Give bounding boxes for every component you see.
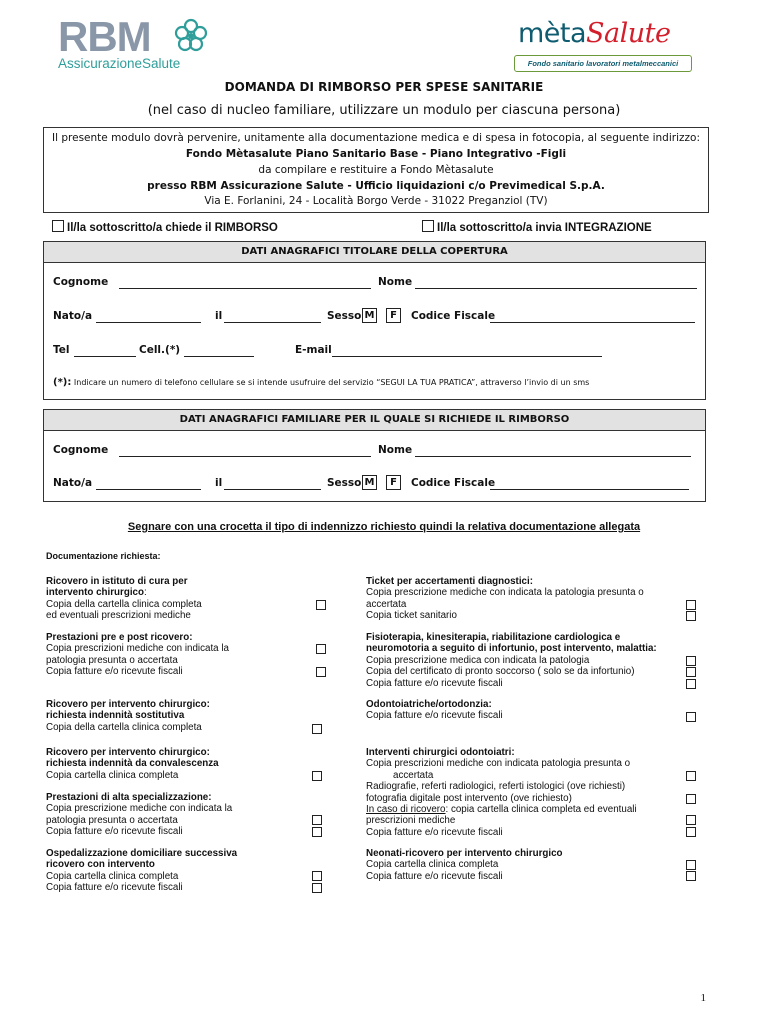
right-item-interventi-odontoiatri xyxy=(366,747,637,838)
left-item-c-heading1: Ricovero per intervento chirurgico: xyxy=(46,699,210,710)
left-item-f-heading1: Ospedalizzazione domiciliare successiva xyxy=(46,848,238,859)
family-section-header: DATI ANAGRAFICI FAMILIARE PER IL QUALE SI RICHIEDE IL RIMBORSO xyxy=(44,410,705,431)
checkbox-right-d3[interactable] xyxy=(686,815,696,825)
holder-tel-label: Tel xyxy=(53,344,70,356)
right-item-b-text2: Copia del certificato di pronto soccorso ( solo se da infortunio) xyxy=(366,666,635,678)
family-cognome-label: Cognome xyxy=(53,444,109,456)
right-item-d-text5: : copia cartella clinica completa ed eventuali xyxy=(445,804,637,816)
checkbox-right-b3[interactable] xyxy=(686,679,696,689)
left-item-d-heading2: richiesta indennità da convalescenza xyxy=(46,758,219,770)
holder-il-label: il xyxy=(215,310,223,322)
left-item-a-heading2-line xyxy=(46,587,202,598)
holder-tel-field[interactable] xyxy=(74,356,136,357)
family-il-label: il xyxy=(215,477,223,489)
metasalute-logo-subtitle: Fondo sanitario lavoratori metalmeccanici xyxy=(514,55,692,72)
left-item-f-text2: Copia fatture e/o ricevute fiscali xyxy=(46,882,183,894)
holder-nato-label: Nato/a xyxy=(53,310,93,322)
right-item-a-text3: Copia ticket sanitario xyxy=(366,610,457,622)
left-item-a-heading2-tail: : xyxy=(143,587,147,599)
checkbox-left-d1[interactable] xyxy=(312,771,322,781)
left-item-ospedalizzazione-domiciliare xyxy=(46,848,237,894)
address-line-street: Via E. Forlanini, 24 - Località Borgo Verde - 31022 Preganziol (TV) xyxy=(204,195,548,207)
right-item-fisioterapia xyxy=(366,632,657,689)
checkbox-right-d1[interactable] xyxy=(686,771,696,781)
rbm-logo-subtitle: AssicurazioneSalute xyxy=(58,56,181,71)
checkbox-left-b2[interactable] xyxy=(316,667,326,677)
checkbox-right-d4[interactable] xyxy=(686,827,696,837)
request-rimborso-label: Il/la sottoscritto/a chiede il RIMBORSO xyxy=(67,222,278,234)
address-line-fund: Fondo Mètasalute Piano Sanitario Base - Piano Integrativo -Figli xyxy=(185,148,567,160)
checkbox-right-c1[interactable] xyxy=(686,712,696,722)
left-item-e-heading1: Prestazioni di alta specializzazione: xyxy=(46,792,212,803)
page-subtitle: (nel caso di nucleo familiare, utilizzare un modulo per ciascuna persona) xyxy=(147,103,621,118)
checkbox-right-b1[interactable] xyxy=(686,656,696,666)
left-item-d-text1: Copia cartella clinica completa xyxy=(46,769,179,781)
checkbox-integrazione[interactable] xyxy=(422,220,434,232)
rbm-logo-letters: RBM xyxy=(58,13,151,60)
family-nome-label: Nome xyxy=(378,444,413,456)
flower-icon xyxy=(174,18,208,52)
right-item-d-text3: Radiografie, referti radiologici, referti istologici (ove richiesti) xyxy=(366,781,626,793)
family-sesso-label: Sesso xyxy=(327,477,362,489)
right-item-b-heading2: neuromotoria a seguito di infortunio, post intervento, malattia: xyxy=(366,643,657,655)
left-item-indennita-sostitutiva xyxy=(46,699,210,733)
holder-sesso-label: Sesso xyxy=(327,310,362,322)
left-item-alta-specializzazione xyxy=(46,792,232,838)
holder-section xyxy=(43,241,706,400)
checkbox-right-d2[interactable] xyxy=(686,794,696,804)
right-item-a-text2: accertata xyxy=(366,598,407,610)
right-item-b-text1: Copia prescrizione medica con indicata la patologia xyxy=(366,654,590,666)
holder-sex-f-box[interactable]: F xyxy=(386,308,401,323)
left-item-b-heading1: Prestazioni pre e post ricovero: xyxy=(46,632,193,643)
right-item-d-text1: Copia prescrizioni mediche con indicata patologia presunta o xyxy=(366,758,631,770)
checkbox-left-a1[interactable] xyxy=(316,600,326,610)
holder-cognome-label: Cognome xyxy=(53,276,109,288)
holder-note-text: Indicare un numero di telefono cellulare se si intende usufruire del servizio “SEGUI LA TUA PRATICA”, attraverso l’invio di un sms xyxy=(73,378,590,387)
right-item-neonati xyxy=(366,848,563,882)
holder-codice-fiscale-label: Codice Fiscale xyxy=(411,310,496,322)
checkbox-left-f2[interactable] xyxy=(312,883,322,893)
right-item-d-text5-line xyxy=(366,804,637,815)
left-item-c-heading2: richiesta indennità sostitutiva xyxy=(46,710,185,722)
holder-section-header: DATI ANAGRAFICI TITOLARE DELLA COPERTURA xyxy=(44,242,705,263)
left-item-d-heading1: Ricovero per intervento chirurgico: xyxy=(46,747,210,758)
right-item-a-text1: Copia prescrizione mediche con indicata la patologia presunta o xyxy=(366,587,644,599)
family-codice-fiscale-label: Codice Fiscale xyxy=(411,477,496,489)
metasalute-logo-suffix: Salute xyxy=(586,18,671,49)
family-nato-label: Nato/a xyxy=(53,477,93,489)
holder-cognome-field[interactable] xyxy=(119,288,371,289)
family-nato-field[interactable] xyxy=(96,489,201,490)
right-item-b-text3: Copia fatture e/o ricevute fiscali xyxy=(366,677,503,689)
right-item-c-heading1: Odontoiatriche/ortodonzia: xyxy=(366,699,492,710)
checkbox-left-b1[interactable] xyxy=(316,644,326,654)
right-item-b-heading1: Fisioterapia, kinesiterapia, riabilitazione cardiologica e xyxy=(366,632,621,643)
address-line-return: da compilare e restituire a Fondo Mètasalute xyxy=(258,164,494,176)
checkbox-right-e2[interactable] xyxy=(686,871,696,881)
rbm-logo xyxy=(58,13,213,72)
checkbox-right-a2[interactable] xyxy=(686,611,696,621)
left-item-f-text1: Copia cartella clinica completa xyxy=(46,870,179,882)
documentation-label: Documentazione richiesta: xyxy=(46,551,161,561)
address-line-intro: Il presente modulo dovrà pervenire, unitamente alla documentazione medica e di spesa in fotocopia, al seguente indirizzo: xyxy=(52,132,700,144)
right-item-e-text1: Copia cartella clinica completa xyxy=(366,859,499,871)
address-box xyxy=(43,127,709,213)
holder-cell-label: Cell.(*) xyxy=(139,344,181,356)
holder-note xyxy=(53,377,589,388)
holder-note-marker: (*): xyxy=(53,377,72,388)
left-item-c-text1: Copia della cartella clinica completa xyxy=(46,721,202,733)
right-item-ticket xyxy=(366,576,644,622)
family-sex-m-box[interactable]: M xyxy=(362,475,377,490)
right-item-d-text4: fotografia digitale post intervento (ove richiesto) xyxy=(366,792,572,804)
left-item-a-heading1: Ricovero in istituto di cura per xyxy=(46,576,188,587)
page-number: 1 xyxy=(700,992,706,1004)
checkbox-left-f1[interactable] xyxy=(312,871,322,881)
checkbox-right-e1[interactable] xyxy=(686,860,696,870)
left-item-e-text1: Copia prescrizione mediche con indicata la xyxy=(46,803,233,815)
holder-codice-fiscale-field[interactable] xyxy=(490,322,695,323)
right-item-c-text1: Copia fatture e/o ricevute fiscali xyxy=(366,710,503,722)
instructions-heading: Segnare con una crocetta il tipo di indennizzo richiesto quindi la relativa documentazione allegata xyxy=(127,521,641,533)
request-integrazione-option[interactable] xyxy=(422,220,652,234)
metasalute-logo-prefix: mèta xyxy=(518,18,587,49)
left-item-indennita-convalescenza xyxy=(46,747,219,781)
family-date-field[interactable] xyxy=(224,489,321,490)
request-integrazione-label: Il/la sottoscritto/a invia INTEGRAZIONE xyxy=(437,222,652,234)
checkbox-left-e2[interactable] xyxy=(312,827,322,837)
metasalute-logo xyxy=(514,18,692,74)
left-item-f-heading2: ricovero con intervento xyxy=(46,859,155,871)
left-item-b-text2: patologia presunta o accertata xyxy=(46,654,178,666)
right-item-e-text2: Copia fatture e/o ricevute fiscali xyxy=(366,870,503,882)
family-codice-fiscale-field[interactable] xyxy=(490,489,689,490)
left-item-pre-post-ricovero xyxy=(46,632,229,678)
left-item-a-heading2: intervento chirurgico xyxy=(46,587,144,599)
right-item-d-text2: accertata xyxy=(393,769,434,781)
metasalute-logo-title xyxy=(518,18,671,49)
left-item-a-text1: Copia della cartella clinica completa xyxy=(46,598,202,610)
right-item-a-heading1: Ticket per accertamenti diagnostici: xyxy=(366,576,533,587)
family-sex-f-box[interactable]: F xyxy=(386,475,401,490)
holder-sex-m-box[interactable]: M xyxy=(362,308,377,323)
right-item-odontoiatriche xyxy=(366,699,503,722)
right-item-d-text6: prescrizioni mediche xyxy=(366,815,456,827)
holder-email-label: E-mail xyxy=(295,344,332,356)
request-rimborso-option[interactable] xyxy=(52,220,278,234)
family-cognome-field[interactable] xyxy=(119,456,371,457)
family-section xyxy=(43,409,706,502)
right-item-d-text5-underlined: In caso di ricovero xyxy=(366,804,446,816)
checkbox-left-e1[interactable] xyxy=(312,815,322,825)
right-item-e-heading1: Neonati-ricovero per intervento chirurgico xyxy=(366,848,563,859)
left-item-a-text2: ed eventuali prescrizioni mediche xyxy=(46,610,191,622)
address-line-office: presso RBM Assicurazione Salute - Ufficio liquidazioni c/o Previmedical S.p.A. xyxy=(147,180,605,192)
checkbox-right-b2[interactable] xyxy=(686,667,696,677)
holder-email-field[interactable] xyxy=(332,356,602,357)
right-item-d-text7: Copia fatture e/o ricevute fiscali xyxy=(366,826,503,838)
left-item-e-text3: Copia fatture e/o ricevute fiscali xyxy=(46,826,183,838)
right-item-d-heading1: Interventi chirurgici odontoiatri: xyxy=(366,747,515,758)
left-item-b-text1: Copia prescrizioni mediche con indicata la xyxy=(46,643,229,655)
holder-nome-label: Nome xyxy=(378,276,413,288)
holder-date-field[interactable] xyxy=(224,322,321,323)
holder-cell-field[interactable] xyxy=(184,356,254,357)
checkbox-right-a1[interactable] xyxy=(686,600,696,610)
holder-nato-field[interactable] xyxy=(96,322,201,323)
page-title: DOMANDA DI RIMBORSO PER SPESE SANITARIE xyxy=(224,80,544,94)
checkbox-left-c1[interactable] xyxy=(312,724,322,734)
checkbox-rimborso[interactable] xyxy=(52,220,64,232)
left-item-e-text2: patologia presunta o accertata xyxy=(46,814,178,826)
left-item-b-text3: Copia fatture e/o ricevute fiscali xyxy=(46,666,183,678)
holder-nome-field[interactable] xyxy=(415,288,697,289)
family-nome-field[interactable] xyxy=(415,456,691,457)
left-item-ricovero-chirurgico xyxy=(46,576,202,622)
